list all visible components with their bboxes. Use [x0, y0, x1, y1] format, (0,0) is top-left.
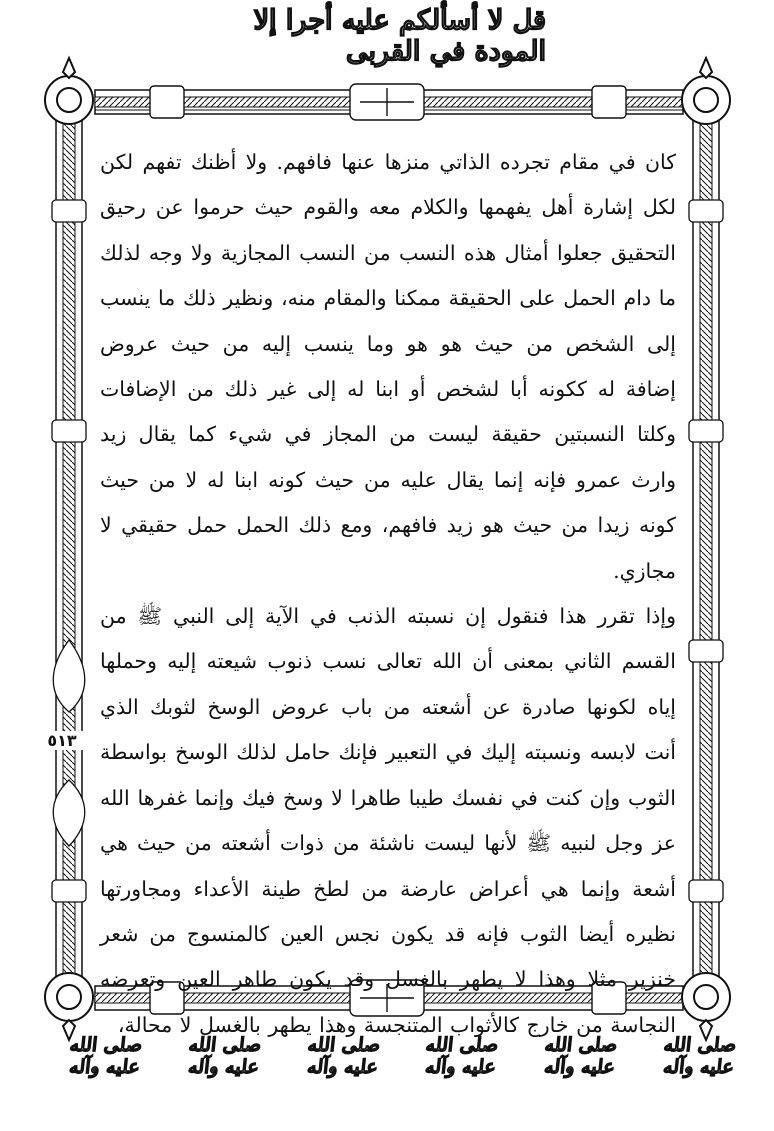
paragraph-2: وإذا تقرر هذا فنقول إن نسبته الذنب في الآية إلى النبي ﷺ من القسم الثاني بمعنى أن الله تعالى نسب ذنوب شيعته إليه وحملها إياه لكونها صادرة عن أشعته من باب عروض الوسخ لثوبك الذي أنت لابسه ونسبته إليك في التعبير فإنك حامل لذلك الوسخ بواسطة الثوب وإن كنت في نفسك طيبا طاهرا لا وسخ فيك وإنما غفرها الله عز وجل لنبيه ﷺ لأنها ليست ناشئة من ذوات أشعته من حيث هي أشعة وإنما هي أعراض عارضة من لطخ طينة الأعداء ومجاورتها نظيره أيضا الثوب فإنه قد يكون نجس العين كالمنسوج من شعر خنزير مثلا وهذا لا يطهر بالغسل وقد يكون طاهر العين وتعرضه النجاسة من خارج كالأثواب المتنجسة وهذا يطهر بالغسل لا محالة، [100, 604, 676, 1037]
footer-calligraphy-row [45, 1025, 738, 1087]
footer-calligraphy-1: صلى الله عليه وآله [662, 1034, 738, 1078]
footer-calligraphy-3: صلى الله عليه وآله [424, 1034, 500, 1078]
main-text-body [100, 140, 676, 1037]
footer-calligraphy-2: صلى الله عليه وآله [543, 1034, 619, 1078]
page-number: ٥١٣ [38, 731, 86, 750]
footer-calligraphy-5: صلى الله عليه وآله [186, 1034, 263, 1078]
footer-calligraphy-4: صلى الله عليه وآله [305, 1034, 381, 1078]
header-calligraphy-banner: قل لا أسألكم عليه أجرا إلا المودة في القربى [253, 5, 546, 67]
paragraph-1: كان في مقام تجرده الذاتي منزها عنها فافهم. ولا أظنك تفهم لكن لكل إشارة أهل يفهمها والكلام معه والقوم حيث حرموا عن رحيق التحقيق جعلوا أمثال هذه النسب من النسب المجازية ولا وجه لذلك ما دام الحمل على الحقيقة ممكنا والمقام منه، ونظير ذلك ما ينسب إلى الشخص من حيث هو هو وما ينسب إليه من حيث عروض إضافة له ككونه أبا لشخص أو ابنا له إلى غير ذلك من الإضافات وكلتا النسبتين حقيقة ليست من المجاز في شيء كما يقال زيد وارث عمرو فإنه إنما يقال عليه من حيث كونه ابنا له لا من حيث كونه زيدا من حيث هو زيد فافهم، ومع ذلك الحمل حمل حقيقي لا مجازي. [100, 150, 676, 583]
footer-calligraphy-6: صلى الله عليه وآله [68, 1034, 144, 1078]
